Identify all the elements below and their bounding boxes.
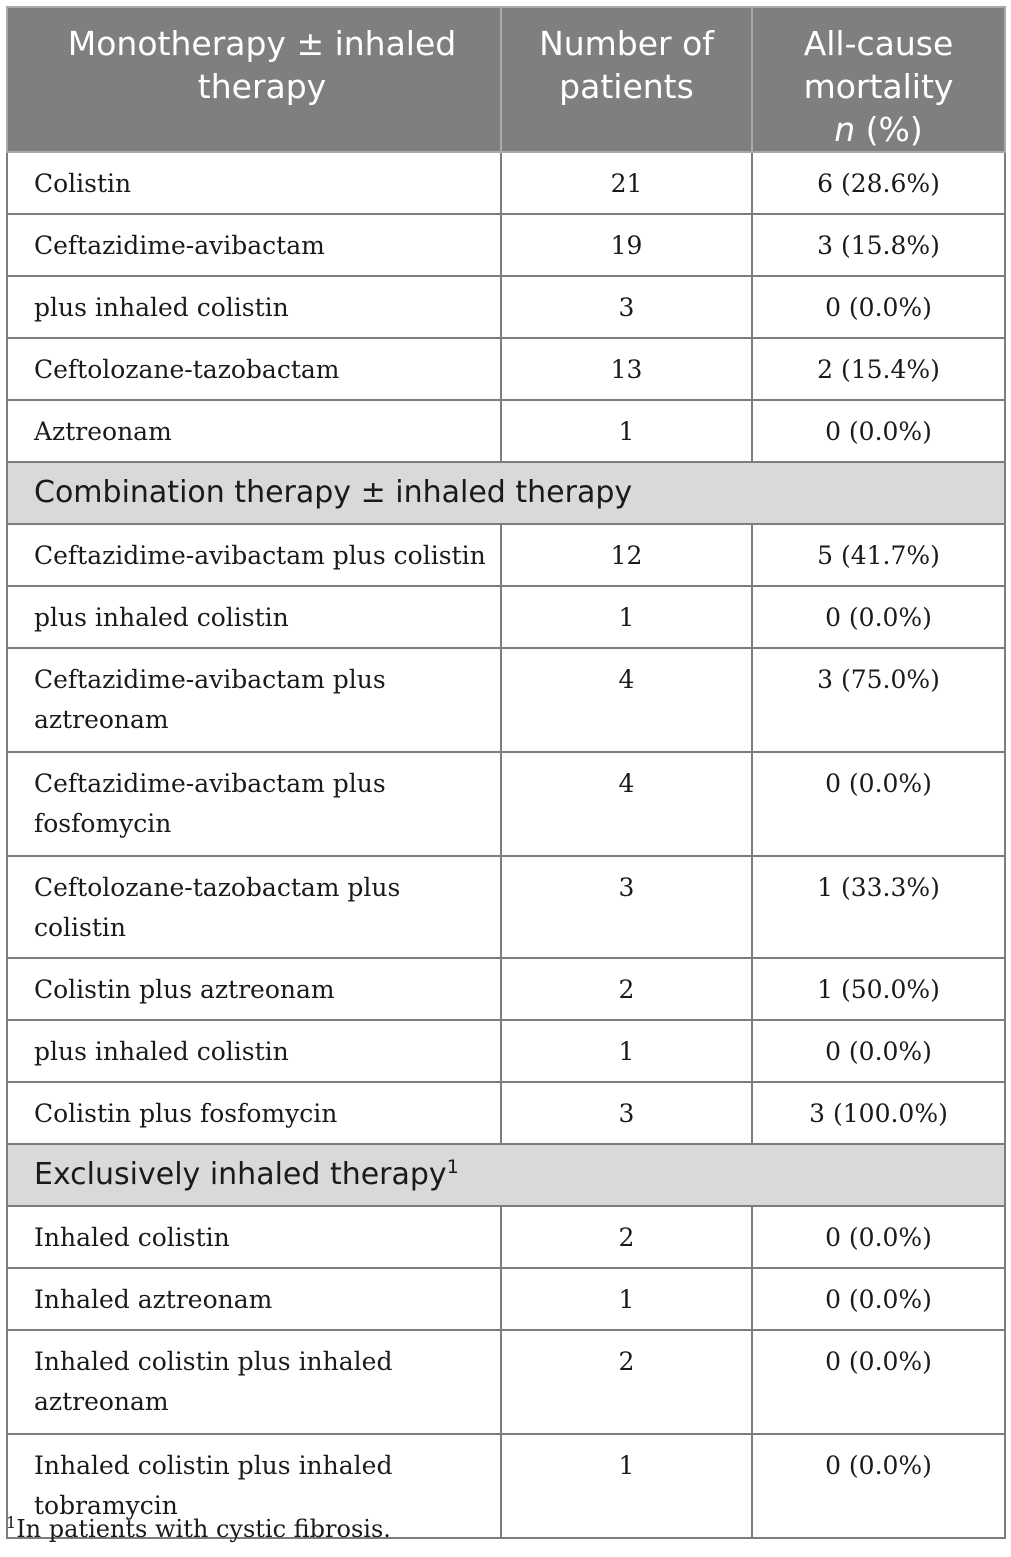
patients-cell: 1 <box>501 1020 752 1082</box>
header-mortality-pct: (%) <box>865 110 923 149</box>
patients-cell: 3 <box>501 856 752 958</box>
mortality-cell: 3 (75.0%) <box>752 648 1005 752</box>
patients-cell: 13 <box>501 338 752 400</box>
section-header-row <box>7 1144 1005 1206</box>
table-row <box>7 856 1005 958</box>
section-combination <box>7 462 1005 1144</box>
footnote-marker: 1 <box>6 1513 17 1532</box>
therapy-cell: Ceftolozane-tazobactam <box>7 338 501 400</box>
therapy-cell: Colistin plus fosfomycin <box>7 1082 501 1144</box>
patients-cell: 4 <box>501 752 752 856</box>
table-row <box>7 1330 1005 1434</box>
mortality-cell: 0 (0.0%) <box>752 1020 1005 1082</box>
mortality-cell: 0 (0.0%) <box>752 276 1005 338</box>
therapy-cell: Aztreonam <box>7 400 501 462</box>
patients-cell: 1 <box>501 1434 752 1538</box>
therapy-cell: Ceftazidime-avibactam plus fosfomycin <box>7 752 501 856</box>
header-therapy: Monotherapy ± inhaled therapy <box>7 7 501 152</box>
mortality-cell: 3 (15.8%) <box>752 214 1005 276</box>
header-patients: Number of patients <box>501 7 752 152</box>
mortality-cell: 5 (41.7%) <box>752 524 1005 586</box>
mortality-cell: 0 (0.0%) <box>752 752 1005 856</box>
therapy-cell: Colistin <box>7 152 501 214</box>
therapy-cell: Inhaled colistin plus inhaled aztreonam <box>7 1330 501 1434</box>
mortality-cell: 2 (15.4%) <box>752 338 1005 400</box>
therapy-cell: Ceftolozane-tazobactam plus colistin <box>7 856 501 958</box>
table-row <box>7 214 1005 276</box>
table-row <box>7 1206 1005 1268</box>
patients-cell: 4 <box>501 648 752 752</box>
therapy-cell: Inhaled colistin plus inhaled tobramycin <box>7 1434 501 1538</box>
patients-cell: 1 <box>501 1268 752 1330</box>
table-row <box>7 400 1005 462</box>
table-row <box>7 1020 1005 1082</box>
therapy-cell: Ceftazidime-avibactam plus colistin <box>7 524 501 586</box>
patients-cell: 12 <box>501 524 752 586</box>
patients-cell: 19 <box>501 214 752 276</box>
therapy-cell: Inhaled colistin <box>7 1206 501 1268</box>
mortality-cell: 0 (0.0%) <box>752 1330 1005 1434</box>
patients-cell: 1 <box>501 400 752 462</box>
patients-cell: 2 <box>501 1330 752 1434</box>
table-row <box>7 1268 1005 1330</box>
section-monotherapy <box>7 152 1005 462</box>
mortality-cell: 0 (0.0%) <box>752 1268 1005 1330</box>
footnote-marker: 1 <box>446 1156 459 1178</box>
therapy-cell: plus inhaled colistin <box>7 586 501 648</box>
section-title-text: Exclusively inhaled therapy <box>34 1157 447 1192</box>
mortality-cell: 0 (0.0%) <box>752 1206 1005 1268</box>
mortality-cell: 6 (28.6%) <box>752 152 1005 214</box>
mortality-table <box>6 6 1006 1539</box>
footnote <box>6 1515 391 1543</box>
therapy-cell: plus inhaled colistin <box>7 1020 501 1082</box>
therapy-cell: Inhaled aztreonam <box>7 1268 501 1330</box>
section-header-row <box>7 462 1005 524</box>
patients-cell: 3 <box>501 1082 752 1144</box>
patients-cell: 21 <box>501 152 752 214</box>
mortality-cell: 1 (50.0%) <box>752 958 1005 1020</box>
therapy-cell: Ceftazidime-avibactam plus aztreonam <box>7 648 501 752</box>
table-row <box>7 752 1005 856</box>
section-title: Combination therapy ± inhaled therapy <box>7 462 1005 524</box>
mortality-cell: 0 (0.0%) <box>752 400 1005 462</box>
table-row <box>7 276 1005 338</box>
patients-cell: 2 <box>501 1206 752 1268</box>
table-row <box>7 152 1005 214</box>
table-row <box>7 958 1005 1020</box>
section-title <box>7 1144 1005 1206</box>
header-row <box>7 7 1005 152</box>
table-row <box>7 1082 1005 1144</box>
table-row <box>7 524 1005 586</box>
patients-cell: 2 <box>501 958 752 1020</box>
therapy-cell: Ceftazidime-avibactam <box>7 214 501 276</box>
table-row <box>7 338 1005 400</box>
mortality-cell: 0 (0.0%) <box>752 586 1005 648</box>
mortality-cell: 0 (0.0%) <box>752 1434 1005 1538</box>
header-mortality-label: All-cause mortality <box>803 24 954 106</box>
section-inhaled <box>7 1144 1005 1538</box>
header-mortality-n: n <box>834 110 856 149</box>
footnote-text: In patients with cystic fibrosis. <box>16 1515 391 1543</box>
patients-cell: 1 <box>501 586 752 648</box>
therapy-cell: plus inhaled colistin <box>7 276 501 338</box>
table-row <box>7 586 1005 648</box>
therapy-cell: Colistin plus aztreonam <box>7 958 501 1020</box>
table-row <box>7 648 1005 752</box>
header-mortality <box>752 7 1005 152</box>
patients-cell: 3 <box>501 276 752 338</box>
mortality-cell: 3 (100.0%) <box>752 1082 1005 1144</box>
mortality-cell: 1 (33.3%) <box>752 856 1005 958</box>
